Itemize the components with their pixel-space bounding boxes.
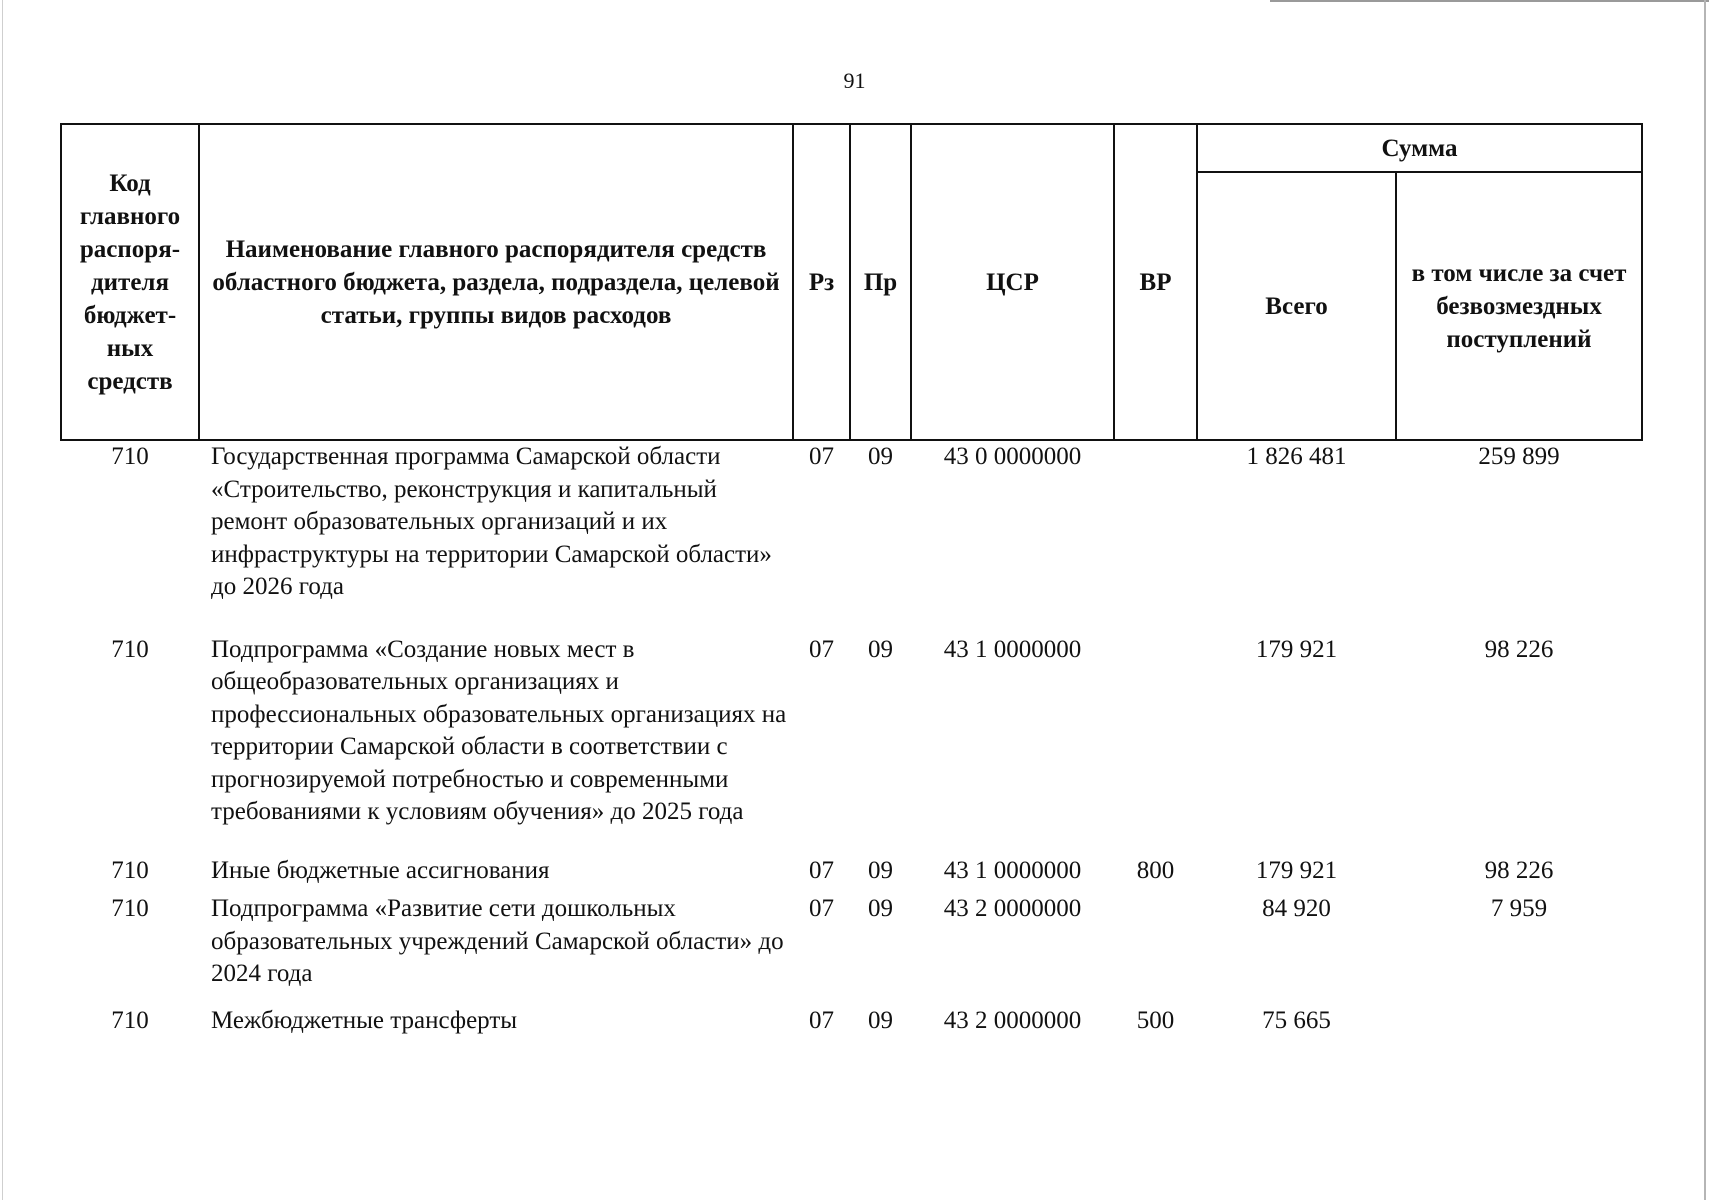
cell-grant: 259 899: [1478, 443, 1560, 470]
cell-vr: [1114, 440, 1197, 634]
cell-rz: 07: [809, 1006, 834, 1034]
cell-pr: 09: [868, 635, 893, 663]
header-grant: в том числе за счет безвозмездных поступлений: [1396, 172, 1642, 440]
cell-code: 710: [111, 895, 149, 922]
cell-vr: [1114, 893, 1197, 1005]
table-row: [61, 440, 1642, 634]
cell-csr: 43 2 0000000: [943, 895, 1082, 922]
scan-edge-left: [2, 0, 3, 1200]
cell-total: 179 921: [1255, 635, 1338, 663]
header-sum: Сумма: [1197, 124, 1642, 172]
cell-grant: 7 959: [1490, 895, 1548, 922]
scan-edge-top: [1270, 0, 1709, 2]
cell-csr: 43 1 0000000: [943, 856, 1082, 884]
cell-total: 1 826 481: [1246, 443, 1347, 470]
cell-vr: 500: [1136, 1006, 1175, 1034]
cell-code: 710: [111, 856, 149, 884]
table-row: [61, 1005, 1642, 1038]
cell-pr: 09: [868, 443, 893, 470]
header-name: Наименование главного распорядителя средств областного бюджета, раздела, подраздела, целевой статьи, группы видов расходов: [199, 124, 793, 440]
cell-name: Иные бюджетные ассигнования: [211, 856, 550, 884]
table-row: [61, 634, 1642, 855]
cell-code: 710: [111, 1006, 149, 1034]
table-body: [61, 440, 1642, 1037]
cell-name: Межбюджетные трансферты: [211, 1006, 518, 1034]
cell-vr: 800: [1136, 856, 1175, 884]
cell-vr: [1114, 634, 1197, 855]
cell-csr: 43 0 0000000: [943, 443, 1082, 470]
cell-grant: [1396, 1005, 1642, 1038]
cell-name: Подпрограмма «Развитие сети дошкольных образовательных учреждений Самарской области» до 2024 года: [211, 895, 784, 987]
cell-code: 710: [111, 635, 149, 663]
cell-pr: 09: [868, 1006, 893, 1034]
table-header: [61, 124, 1642, 440]
cell-code: 710: [111, 443, 149, 470]
header-vr: ВР: [1114, 124, 1197, 440]
cell-csr: 43 2 0000000: [943, 1006, 1082, 1034]
cell-pr: 09: [868, 856, 893, 884]
cell-csr: 43 1 0000000: [943, 635, 1082, 663]
cell-pr: 09: [868, 895, 893, 922]
cell-total: 84 920: [1262, 895, 1331, 922]
cell-name: Государственная программа Самарской области «Строительство, реконструкция и капитальный ремонт образовательных организаций и их инфраструктуры на территории Самарской области» до 2026 года: [211, 443, 772, 600]
page-number: 91: [843, 68, 866, 93]
header-rz: Рз: [793, 124, 850, 440]
cell-total: 75 665: [1262, 1006, 1331, 1034]
scan-edge-right: [1704, 0, 1706, 1200]
cell-rz: 07: [809, 443, 834, 470]
table-row: [61, 855, 1642, 894]
table-row: [61, 893, 1642, 1005]
header-total: Всего: [1197, 172, 1396, 440]
cell-rz: 07: [809, 856, 834, 884]
cell-total: 179 921: [1255, 856, 1338, 884]
cell-rz: 07: [809, 895, 834, 922]
cell-name: Подпрограмма «Создание новых мест в общеобразовательных организациях и профессиональных образовательных организациях на территории Самарской области в соответствии с прогнозируемой потребностью и современными требованиями к условиям обучения» до 2025 года: [211, 635, 787, 825]
cell-grant: 98 226: [1484, 856, 1554, 884]
budget-table: [60, 123, 1643, 1037]
cell-rz: 07: [809, 635, 834, 663]
header-code: Код главного распоря-дителя бюджет-ных средств: [61, 124, 199, 440]
header-pr: Пр: [850, 124, 911, 440]
header-csr: ЦСР: [911, 124, 1114, 440]
cell-grant: 98 226: [1484, 635, 1554, 663]
